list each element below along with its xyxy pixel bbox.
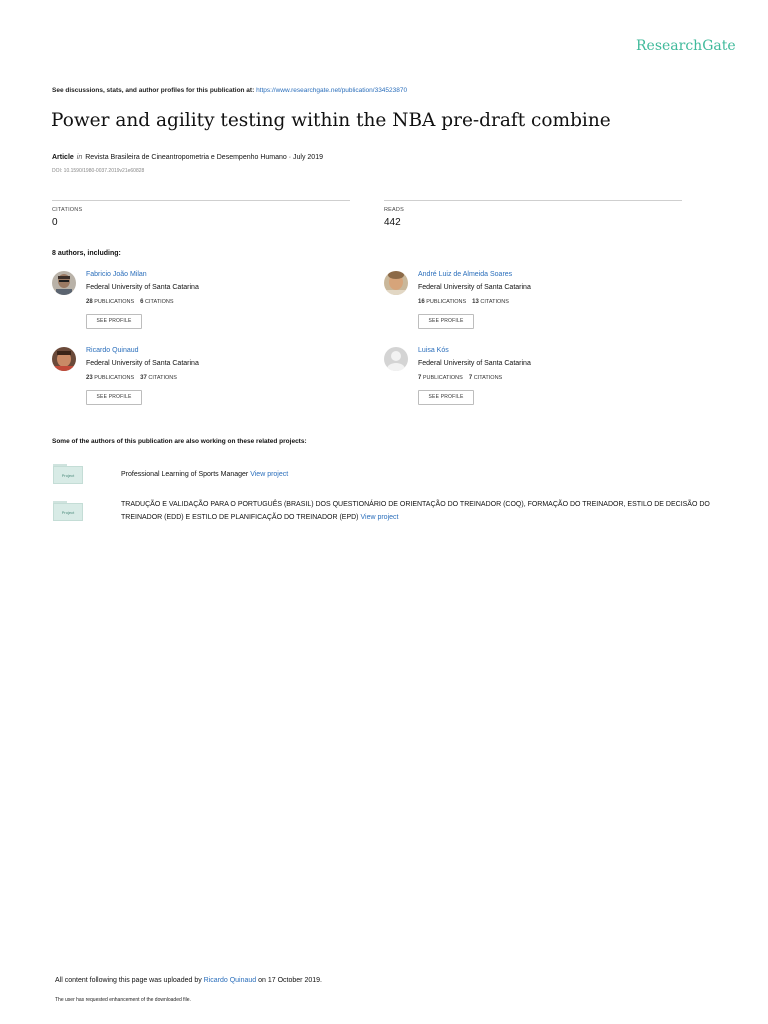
citations-count: 13 (472, 299, 479, 305)
project-item (121, 498, 721, 524)
project-folder-icon (53, 464, 83, 484)
avatar[interactable] (384, 271, 408, 295)
reads-value: 442 (384, 217, 401, 228)
article-type: Article (52, 154, 74, 161)
publications-label: PUBLICATIONS (422, 375, 463, 381)
author-card (384, 347, 684, 417)
project-icon-label: Project (53, 503, 83, 521)
publications-label: PUBLICATIONS (426, 299, 467, 305)
authors-heading: 8 authors, including: (52, 250, 121, 257)
see-profile-button[interactable]: SEE PROFILE (418, 314, 474, 329)
publication-meta (52, 154, 323, 161)
project-item (121, 468, 721, 481)
author-stats (418, 299, 509, 305)
author-name-link[interactable]: Fabricio João Milan (86, 271, 147, 278)
author-stats (86, 299, 174, 305)
discussion-note-text: See discussions, stats, and author profiles for this publication at: (52, 87, 257, 94)
author-affiliation: Federal University of Santa Catarina (418, 360, 531, 367)
publications-label: PUBLICATIONS (94, 299, 135, 305)
citations-label: CITATIONS (52, 207, 83, 213)
citations-divider (52, 200, 350, 201)
citations-label: CITATIONS (148, 375, 177, 381)
avatar[interactable] (52, 347, 76, 371)
author-affiliation: Federal University of Santa Catarina (418, 284, 531, 291)
upload-suffix: on 17 October 2019. (256, 977, 322, 984)
view-project-link[interactable]: View project (360, 514, 399, 521)
author-stats (418, 375, 502, 381)
researchgate-logo[interactable]: ResearchGate (636, 38, 736, 54)
publications-count: 16 (418, 299, 425, 305)
publications-count: 28 (86, 299, 93, 305)
publication-url-link[interactable]: https://www.researchgate.net/publication/334523870 (256, 87, 408, 94)
publications-count: 7 (418, 375, 422, 381)
author-affiliation: Federal University of Santa Catarina (86, 360, 199, 367)
see-profile-button[interactable]: SEE PROFILE (418, 390, 474, 405)
author-card (52, 271, 352, 341)
avatar[interactable] (52, 271, 76, 295)
view-project-link[interactable]: View project (250, 471, 289, 478)
author-name-link[interactable]: Ricardo Quinaud (86, 347, 139, 354)
reads-label: READS (384, 207, 404, 213)
author-stats (86, 375, 177, 381)
project-title: TRADUÇÃO E VALIDAÇÃO PARA O PORTUGUÊS (BRASIL) DOS QUESTIONÁRIO DE ORIENTAÇÃO DO TREINADOR (COQ), FORMAÇÃO DO TREINADOR, ESTILO DE DECISÃO DO TREINADOR (EDD) E ESTILO DE PLANIFICAÇÃO DO TREINADOR (EPD) (121, 501, 710, 521)
upload-note (55, 977, 322, 984)
journal-name: Revista Brasileira de Cineantropometria e Desempenho Humano · July 2019 (85, 154, 323, 161)
meta-in: in (76, 154, 83, 161)
discussion-note (52, 87, 407, 94)
citations-count: 7 (468, 375, 473, 381)
enhancement-note: The user has requested enhancement of the downloaded file. (55, 997, 191, 1003)
author-card (52, 347, 352, 417)
citations-label: CITATIONS (473, 375, 503, 381)
project-folder-icon (53, 501, 83, 521)
project-title: Professional Learning of Sports Manager (121, 471, 249, 478)
author-name-link[interactable]: Luisa Kós (418, 347, 449, 354)
publications-count: 23 (86, 375, 93, 381)
author-affiliation: Federal University of Santa Catarina (86, 284, 199, 291)
citations-count: 37 (140, 375, 147, 381)
citations-label: CITATIONS (145, 299, 174, 305)
upload-prefix: All content following this page was uploaded by (55, 977, 204, 984)
project-icon-label: Project (53, 466, 83, 484)
publication-title: Power and agility testing within the NBA pre-draft combine (51, 110, 611, 131)
doi: DOI: 10.1590/1980-0037.2019v21e60828 (52, 168, 145, 174)
citations-value: 0 (52, 217, 58, 228)
projects-heading: Some of the authors of this publication are also working on these related projects: (52, 438, 307, 445)
reads-divider (384, 200, 682, 201)
see-profile-button[interactable]: SEE PROFILE (86, 390, 142, 405)
citations-label: CITATIONS (480, 299, 509, 305)
author-name-link[interactable]: André Luiz de Almeida Soares (418, 271, 513, 278)
avatar[interactable] (384, 347, 408, 371)
author-card (384, 271, 684, 341)
citations-count: 6 (140, 299, 144, 305)
publications-label: PUBLICATIONS (94, 375, 135, 381)
uploader-link[interactable]: Ricardo Quinaud (203, 977, 257, 984)
see-profile-button[interactable]: SEE PROFILE (86, 314, 142, 329)
